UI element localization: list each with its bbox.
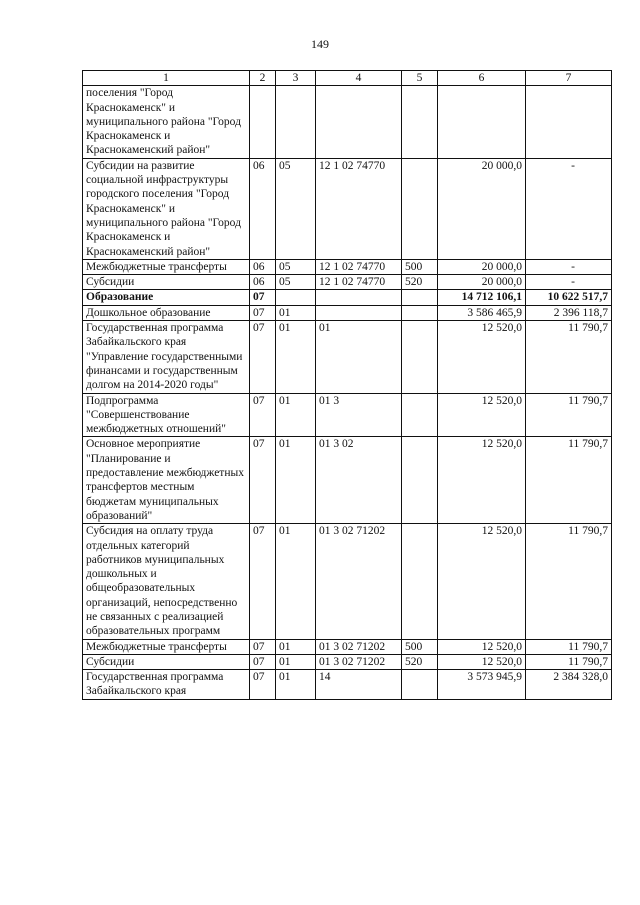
section-code-cell: 06 [250, 259, 276, 274]
column-header: 6 [438, 71, 526, 86]
row-name-cell: Межбюджетные трансферты [83, 639, 250, 654]
table-row [83, 305, 612, 320]
row-name-cell: Образование [83, 290, 250, 305]
expense-type-cell: 500 [402, 259, 438, 274]
column-header: 7 [526, 71, 612, 86]
target-article-cell [316, 290, 402, 305]
column-header: 2 [250, 71, 276, 86]
subsection-code-cell [276, 86, 316, 158]
amount-col7-cell: 2 384 328,0 [526, 670, 612, 700]
row-name-cell: Субсидия на оплату труда отдельных категорий работников муниципальных дошкольных и общеобразовательных организаций, непосредственно не связанных с реализацией образовательных программ [83, 524, 250, 639]
expense-type-cell [402, 321, 438, 393]
row-name-cell: Государственная программа Забайкальского края "Управление государственными финансами и государственным долгом на 2014-2020 годы" [83, 321, 250, 393]
expense-type-cell: 500 [402, 639, 438, 654]
table-row [83, 654, 612, 669]
table-row [83, 524, 612, 639]
row-name-cell: Подпрограмма "Совершенствование межбюджетных отношений" [83, 393, 250, 437]
amount-col6-cell: 20 000,0 [438, 275, 526, 290]
section-code-cell: 07 [250, 290, 276, 305]
amount-col6-cell: 12 520,0 [438, 639, 526, 654]
subsection-code-cell: 01 [276, 524, 316, 639]
table-row [83, 393, 612, 437]
target-article-cell: 01 [316, 321, 402, 393]
amount-col6-cell [438, 86, 526, 158]
amount-col6-cell: 12 520,0 [438, 321, 526, 393]
subsection-code-cell: 05 [276, 275, 316, 290]
expense-type-cell [402, 305, 438, 320]
target-article-cell [316, 305, 402, 320]
amount-col7-cell: 10 622 517,7 [526, 290, 612, 305]
section-code-cell: 07 [250, 305, 276, 320]
subsection-code-cell: 01 [276, 654, 316, 669]
amount-col7-cell: - [526, 259, 612, 274]
row-name-cell: Государственная программа Забайкальского края [83, 670, 250, 700]
row-name-cell: Дошкольное образование [83, 305, 250, 320]
target-article-cell: 12 1 02 74770 [316, 259, 402, 274]
column-header: 3 [276, 71, 316, 86]
target-article-cell: 01 3 02 71202 [316, 654, 402, 669]
table-row [83, 275, 612, 290]
amount-col7-cell: 11 790,7 [526, 639, 612, 654]
row-name-cell: Субсидии на развитие социальной инфраструктуры городского поселения "Город Краснокаменск" и муниципального района "Город Краснокаменск и Краснокаменский район" [83, 158, 250, 259]
expense-type-cell: 520 [402, 654, 438, 669]
table-body [83, 86, 612, 699]
column-header: 4 [316, 71, 402, 86]
table-row [83, 290, 612, 305]
target-article-cell: 01 3 [316, 393, 402, 437]
expense-type-cell [402, 437, 438, 524]
expense-type-cell [402, 158, 438, 259]
subsection-code-cell: 01 [276, 305, 316, 320]
column-header: 5 [402, 71, 438, 86]
section-code-cell: 07 [250, 393, 276, 437]
target-article-cell: 14 [316, 670, 402, 700]
amount-col6-cell: 20 000,0 [438, 259, 526, 274]
amount-col6-cell: 12 520,0 [438, 524, 526, 639]
amount-col6-cell: 12 520,0 [438, 393, 526, 437]
amount-col7-cell: 11 790,7 [526, 393, 612, 437]
expense-type-cell [402, 290, 438, 305]
row-name-cell: Субсидии [83, 275, 250, 290]
amount-col6-cell: 3 573 945,9 [438, 670, 526, 700]
expense-type-cell: 520 [402, 275, 438, 290]
amount-col6-cell: 12 520,0 [438, 437, 526, 524]
expense-type-cell [402, 524, 438, 639]
amount-col6-cell: 3 586 465,9 [438, 305, 526, 320]
expense-type-cell [402, 86, 438, 158]
amount-col7-cell: 2 396 118,7 [526, 305, 612, 320]
target-article-cell: 01 3 02 71202 [316, 639, 402, 654]
table-row [83, 321, 612, 393]
table-row [83, 86, 612, 158]
section-code-cell [250, 86, 276, 158]
subsection-code-cell: 01 [276, 393, 316, 437]
target-article-cell: 01 3 02 [316, 437, 402, 524]
table-row [83, 259, 612, 274]
table-row [83, 670, 612, 700]
target-article-cell [316, 86, 402, 158]
subsection-code-cell: 01 [276, 437, 316, 524]
section-code-cell: 07 [250, 524, 276, 639]
section-code-cell: 07 [250, 654, 276, 669]
subsection-code-cell: 01 [276, 670, 316, 700]
section-code-cell: 06 [250, 158, 276, 259]
section-code-cell: 07 [250, 437, 276, 524]
subsection-code-cell: 05 [276, 158, 316, 259]
page-number: 149 [311, 37, 329, 51]
row-name-cell: поселения "Город Краснокаменск" и муниципального района "Город Краснокаменск и Краснокаменский район" [83, 86, 250, 158]
table-row [83, 639, 612, 654]
amount-col7-cell: - [526, 275, 612, 290]
table-row [83, 437, 612, 524]
amount-col7-cell: 11 790,7 [526, 654, 612, 669]
amount-col6-cell: 20 000,0 [438, 158, 526, 259]
subsection-code-cell [276, 290, 316, 305]
subsection-code-cell: 05 [276, 259, 316, 274]
target-article-cell: 12 1 02 74770 [316, 158, 402, 259]
section-code-cell: 07 [250, 639, 276, 654]
expense-type-cell [402, 393, 438, 437]
target-article-cell: 01 3 02 71202 [316, 524, 402, 639]
subsection-code-cell: 01 [276, 321, 316, 393]
section-code-cell: 07 [250, 321, 276, 393]
row-name-cell: Субсидии [83, 654, 250, 669]
row-name-cell: Межбюджетные трансферты [83, 259, 250, 274]
expense-type-cell [402, 670, 438, 700]
section-code-cell: 06 [250, 275, 276, 290]
amount-col7-cell [526, 86, 612, 158]
amount-col7-cell: 11 790,7 [526, 321, 612, 393]
amount-col7-cell: 11 790,7 [526, 437, 612, 524]
table-row [83, 158, 612, 259]
budget-table [82, 70, 612, 700]
amount-col6-cell: 14 712 106,1 [438, 290, 526, 305]
amount-col7-cell: - [526, 158, 612, 259]
target-article-cell: 12 1 02 74770 [316, 275, 402, 290]
header-row [83, 71, 612, 86]
amount-col6-cell: 12 520,0 [438, 654, 526, 669]
column-header: 1 [83, 71, 250, 86]
amount-col7-cell: 11 790,7 [526, 524, 612, 639]
subsection-code-cell: 01 [276, 639, 316, 654]
row-name-cell: Основное мероприятие "Планирование и предоставление межбюджетных трансфертов местным бюджетам муниципальных образований" [83, 437, 250, 524]
section-code-cell: 07 [250, 670, 276, 700]
